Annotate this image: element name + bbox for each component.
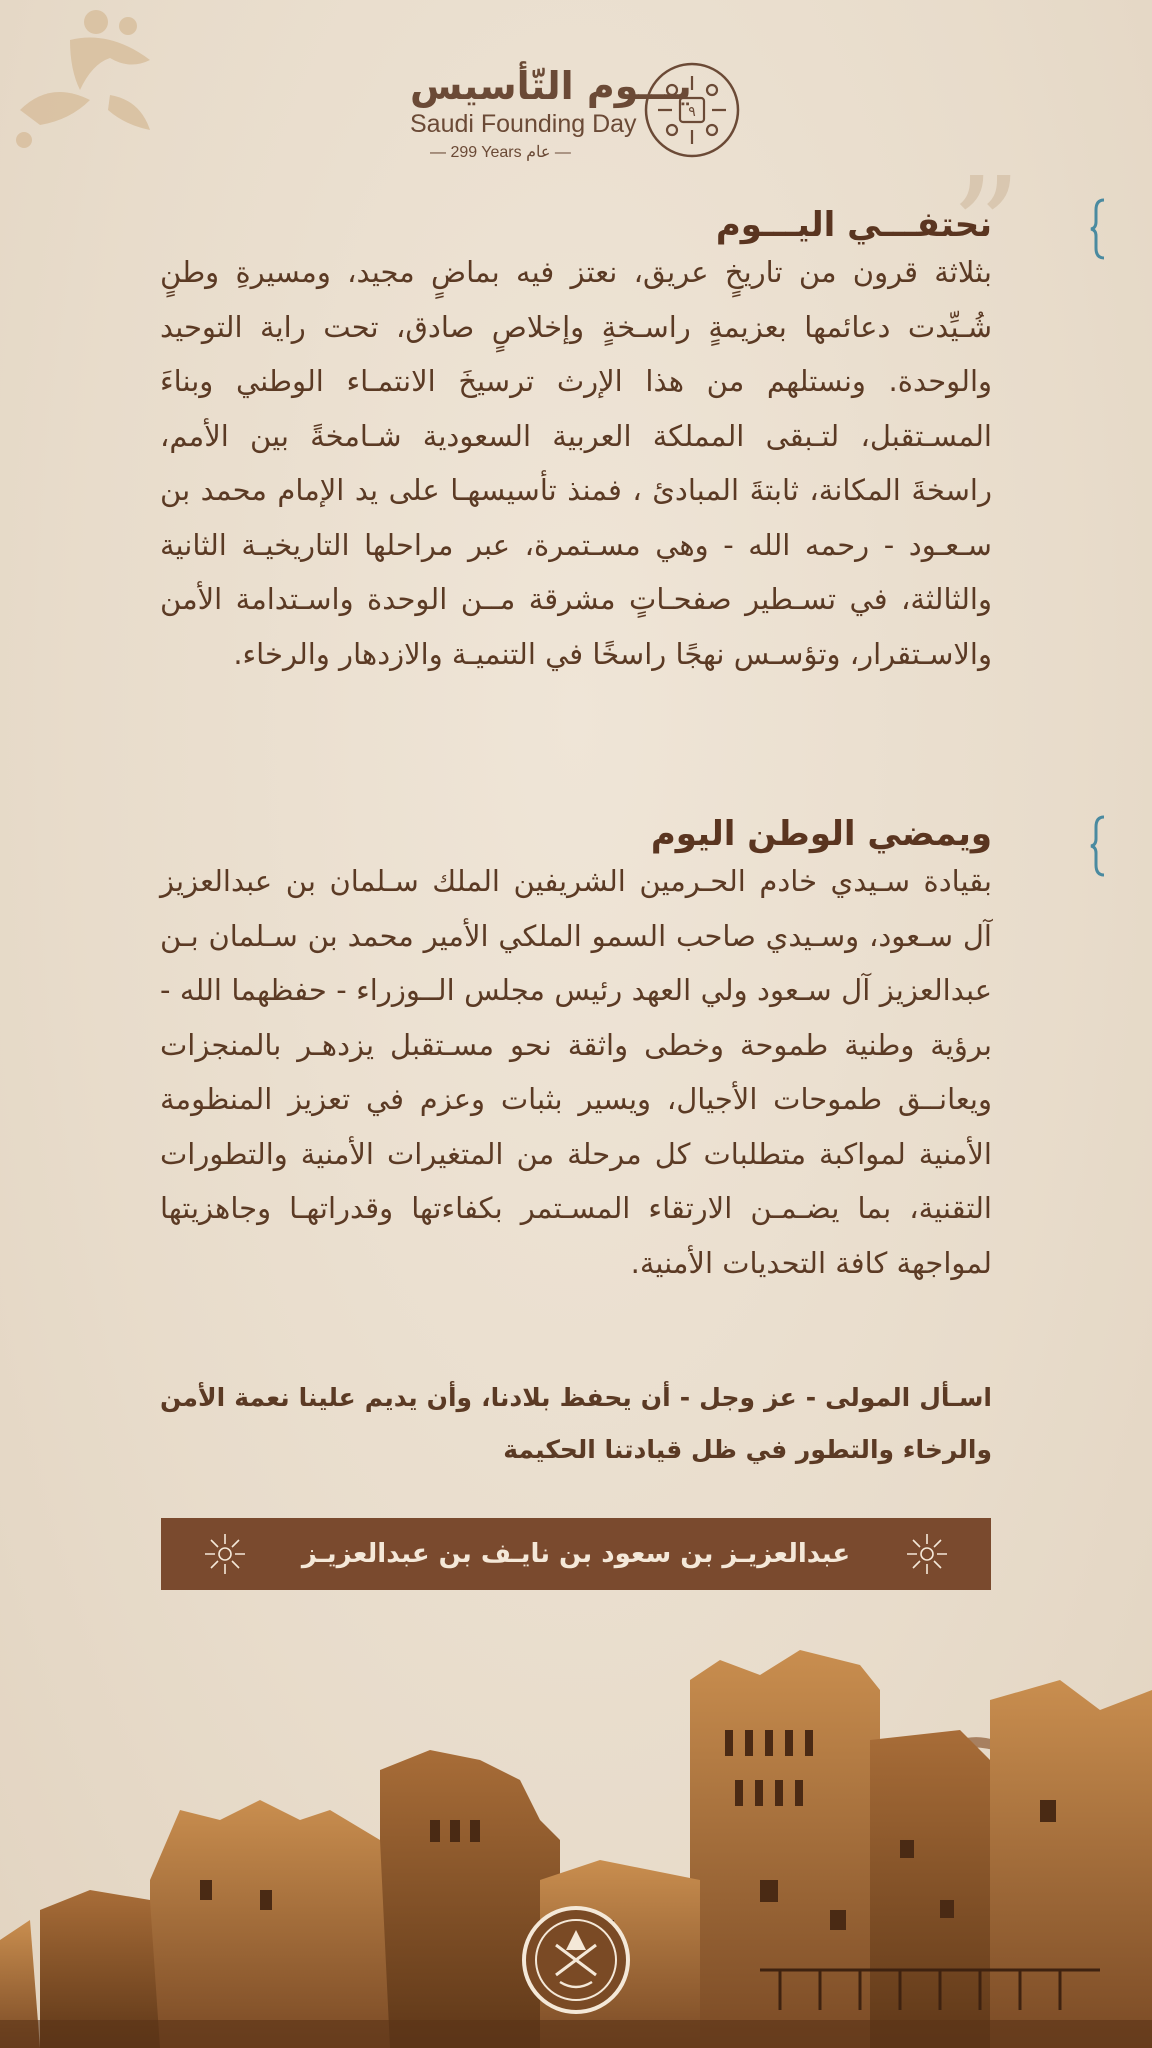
signature-name: عبدالعزيـز بن سعود بن نايـف بن عبدالعزيـز <box>301 1539 851 1569</box>
section2-body: بقيادة سـيدي خادم الحـرمين الشريفين الملك سـلمان بن عبدالعزيز آل سـعود، وسـيدي صاحب السمو الملكي الأمير محمد بن سـلمان بـن عبدالعزيز آل سـعود ولي العهد رئيس مجلس الــوزراء - حفظهما الله - برؤية وطنية طموحة وخطى واثقة نحو مسـتقبل يزدهـر بالمنجزات ويعانــق طموحات الأجيال، ويسير بثبات وعزم في تعزيز المنظومة الأمنية لمواكبة متطلبات كل مرحلة من المتغيرات الأمنية والتطورات التقنية، بما يضـمـن الارتقاء المسـتمر بكفاءتها وقدراتهـا وجاهزيتها لمواجهة كافة التحديات الأمنية. <box>160 864 992 1280</box>
banner-ornament-left-icon <box>201 1530 249 1578</box>
section2-bracket-icon <box>1090 813 1112 879</box>
banner-ornament-right-icon <box>903 1530 951 1578</box>
section1-body: بثلاثة قرون من تاريخٍ عريق، نعتز فيه بماضٍ مجيد، ومسيرةِ وطنٍ شُـيِّدت دعائمها بعزيمةٍ راسـخةٍ وإخلاصٍ صادق، تحت راية التوحيد والوحدة. ونستلهم من هذا الإرث ترسيخَ الانتمـاء الوطني وبناءَ المسـتقبل، لتـبقى المملكة العربية السعودية شـامخةً بين الأمم، راسخةَ المكانة، ثابتةَ المبادئ ، فمنذ تأسيسهـا على يد الإمام محمد بن سـعـود - رحمه الله - وهي مسـتمرة، عبر مراحلها التاريخيـة الثانية والثالثة، في تسـطير صفحـاتٍ مشرقة مــن الوحدة واسـتدامة الأمن والاسـتقرار، وتؤسـس نهجًا راسخًا في التنميـة والازدهار والرخاء. <box>160 255 992 671</box>
founding-emblem-icon <box>644 62 740 158</box>
logo-arabic-title: يـــوم التّأسيس <box>410 64 692 108</box>
quote-ornament-icon: ” <box>950 148 1022 311</box>
historic-diriyah-scene-icon <box>0 1580 1152 2048</box>
closing-block <box>160 1372 992 1476</box>
logo-years: — 299 Years عام — <box>430 144 571 161</box>
closing-text: اسـأل المولى - عز وجل - أن يحفظ بلادنا، وأن يديم علينا نعمة الأمن والرخاء والتطور في ظل قيادتنا الحكيمة <box>160 1383 992 1464</box>
section2 <box>160 814 992 1290</box>
svg-text:٩: ٩ <box>688 104 696 120</box>
section1 <box>160 205 992 681</box>
section2-heading: ويمضي الوطن اليوم <box>650 814 992 854</box>
section1-heading: نحتفـــي اليـــوم <box>715 205 992 245</box>
logo-english-title: Saudi Founding Day <box>410 110 637 138</box>
section1-bracket-icon <box>1090 196 1112 262</box>
